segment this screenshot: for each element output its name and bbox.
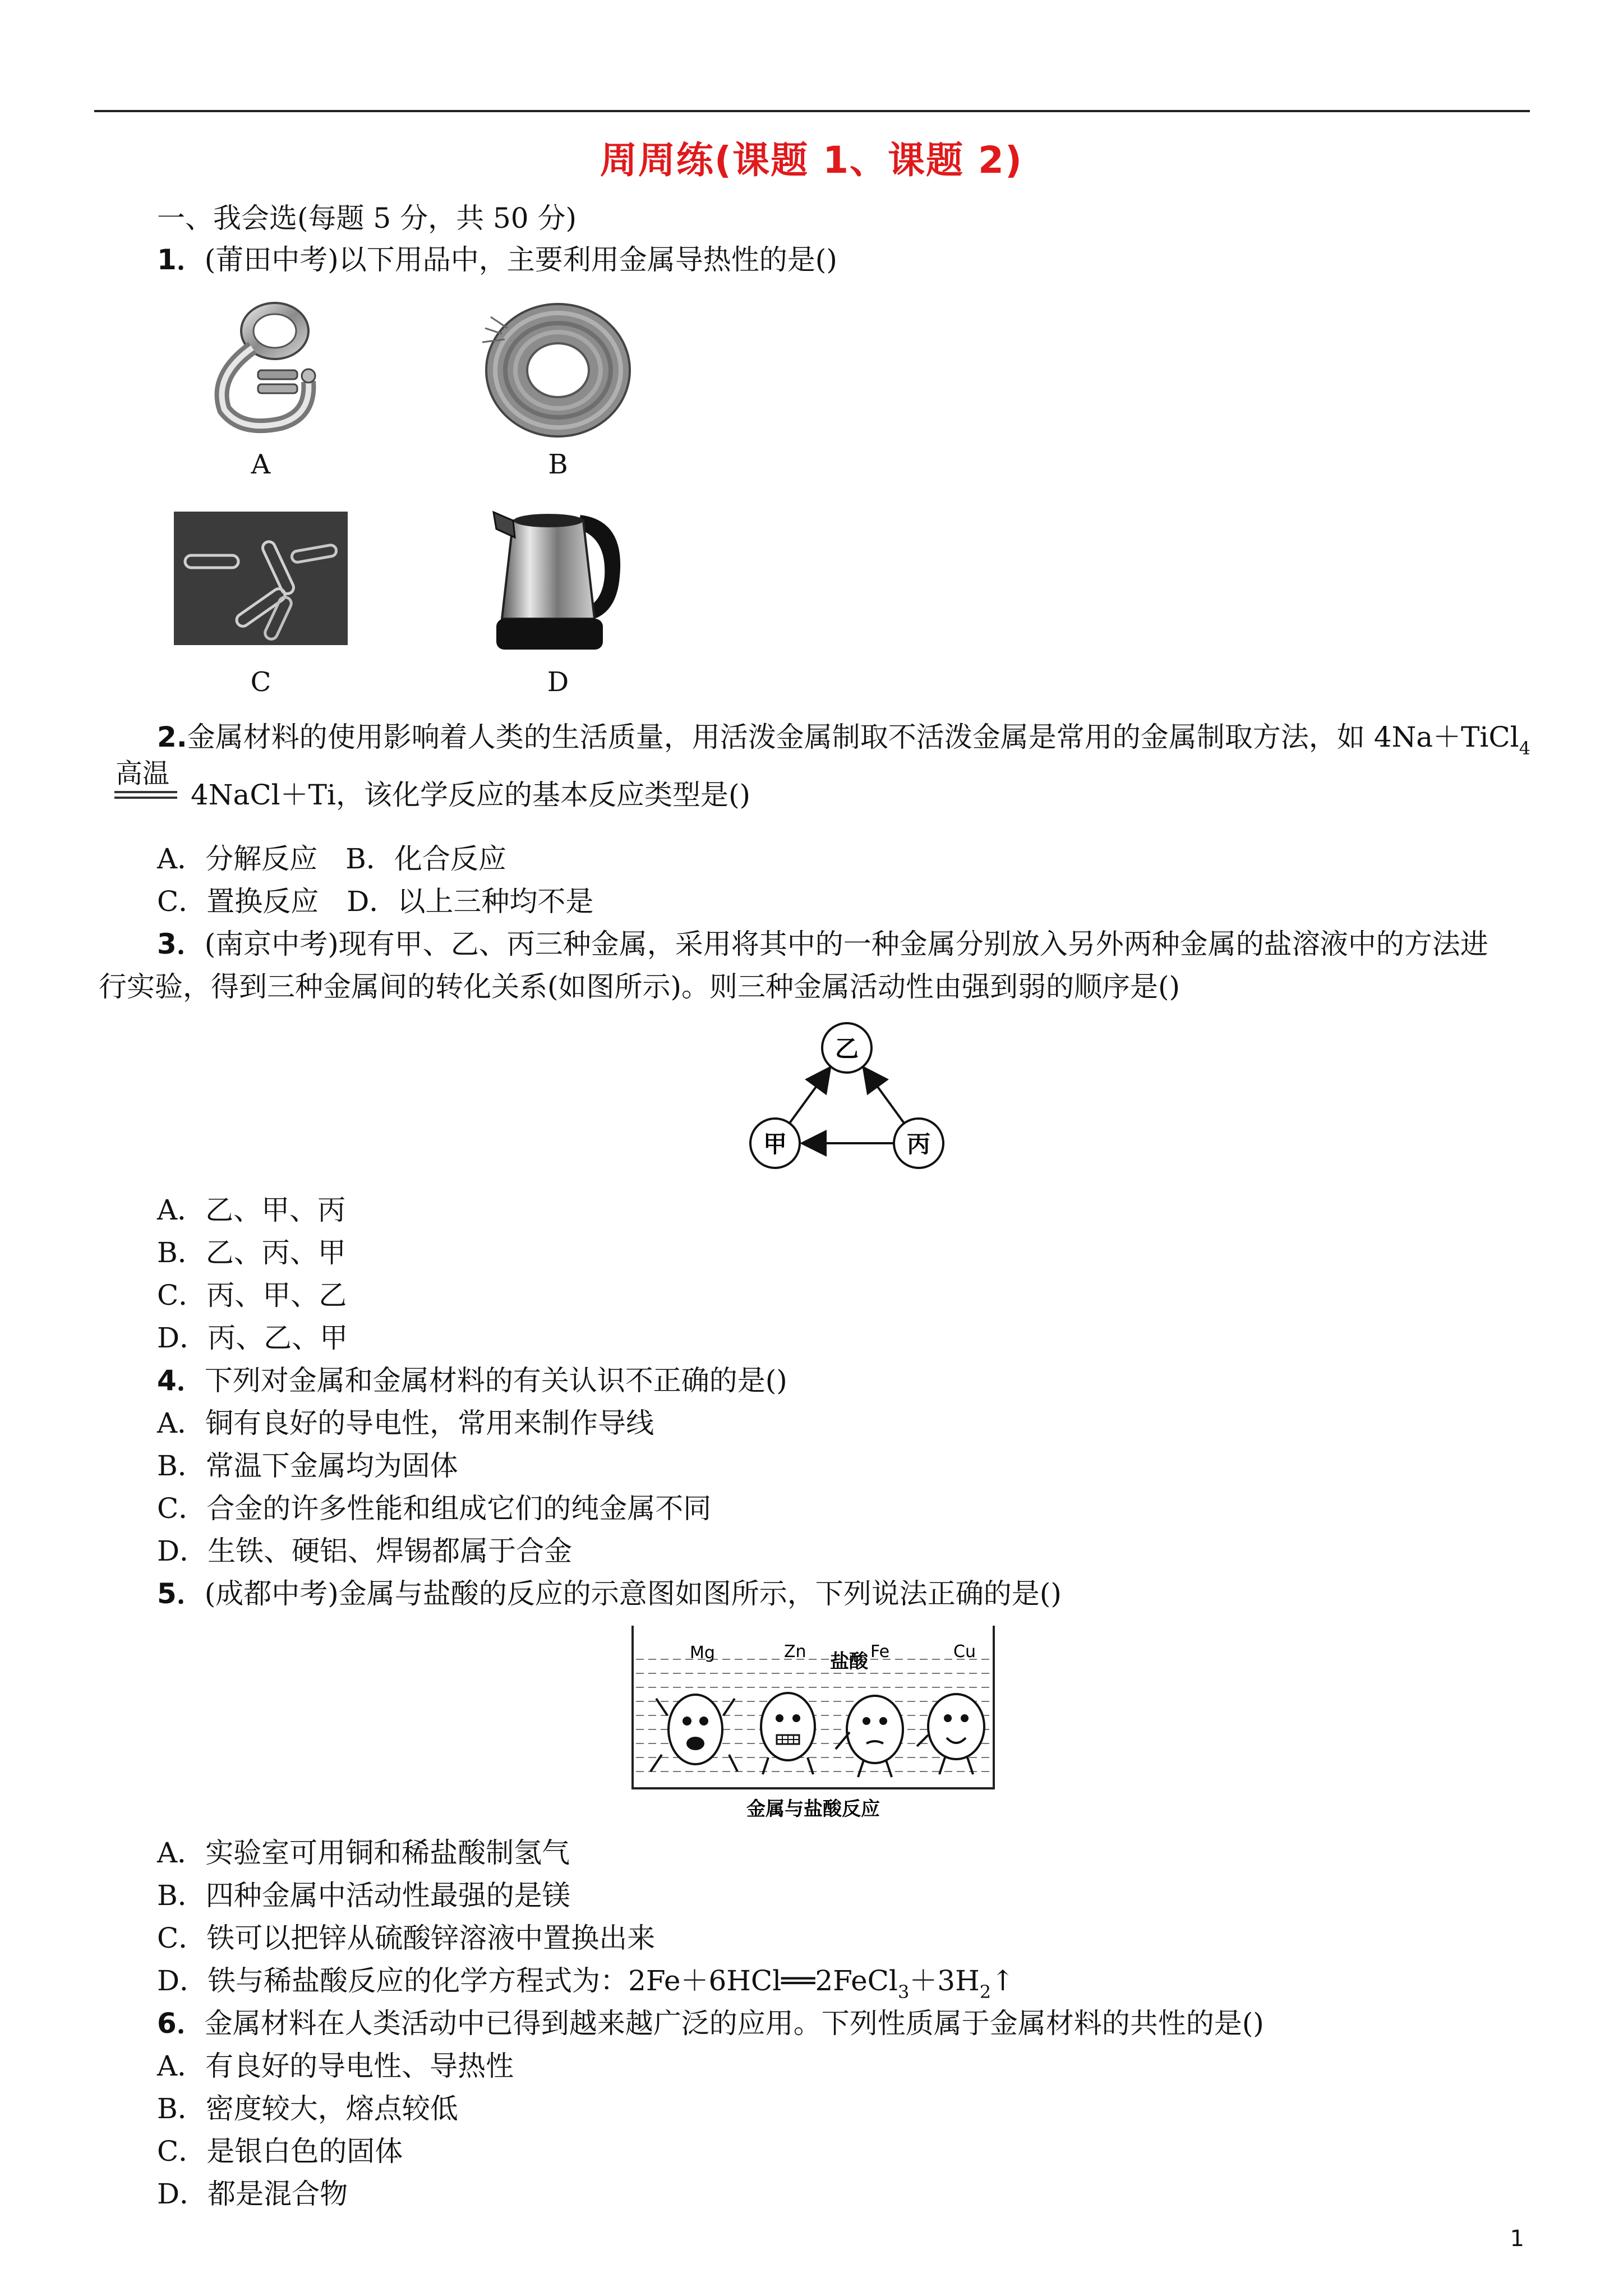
page-number: 1 <box>1510 2226 1524 2252</box>
paper-clips-icon <box>174 512 348 645</box>
option-line: A．实验室可用铜和稀盐酸制氢气 <box>157 1837 570 1869</box>
question-text: (成都中考)金属与盐酸的反应的示意图如图所示，下列说法正确的是() <box>204 1577 1062 1610</box>
question-number: 1． <box>157 243 205 276</box>
metal-conversion-diagram <box>746 1020 948 1178</box>
option-line: A．分解反应 B．化合反应 <box>157 843 506 875</box>
acid-label: 盐酸 <box>830 1650 868 1673</box>
tuba-icon <box>191 292 336 438</box>
question-2-continued: 4NaCl＋Ti，该化学反应的基本反应类型是() <box>191 779 750 811</box>
question-6 <box>157 2006 1264 2041</box>
question-1 <box>157 242 837 277</box>
equals-line-1 <box>114 791 177 793</box>
equals-line-2 <box>114 797 177 799</box>
subscript: 4 <box>1519 738 1531 759</box>
zn-character-icon <box>761 1693 815 1774</box>
mg-character-icon <box>651 1695 737 1772</box>
option-line: C．合金的许多性能和组成它们的纯金属不同 <box>157 1492 712 1525</box>
electric-kettle-icon <box>482 498 628 658</box>
option-line: B．乙、丙、甲 <box>157 1236 346 1269</box>
option-label-c: C <box>250 666 271 698</box>
option-label-b: B <box>548 449 568 480</box>
fe-character-icon <box>836 1696 903 1777</box>
reaction-condition <box>116 756 169 791</box>
question-2 <box>157 720 1530 766</box>
cu-character-icon <box>917 1694 984 1774</box>
option-label-a: A <box>251 449 271 480</box>
option-text: D．铁与稀盐酸反应的化学方程式为：2Fe＋6HCl══2FeCl <box>157 1964 898 1997</box>
question-text: (莆田中考)以下用品中，主要利用金属导热性的是() <box>204 243 837 276</box>
option-line: D．丙、乙、甲 <box>157 1322 348 1354</box>
question-3-continued: 行实验，得到三种金属间的转化关系(如图所示)。则三种金属活动性由强到弱的顺序是() <box>99 970 1181 1003</box>
option-line: A．有良好的导电性、导热性 <box>157 2050 514 2082</box>
question-number: 5． <box>157 1577 205 1610</box>
arrow-bing-to-yi <box>865 1069 904 1123</box>
question-text: (南京中考)现有甲、乙、丙三种金属，采用将其中的一种金属分别放入另外两种金属的盐溶液中的方法进 <box>204 928 1488 960</box>
metal-label: Fe <box>870 1642 890 1662</box>
gas-arrow-icon: ↑ <box>991 1964 1015 1997</box>
header-rule <box>94 110 1530 112</box>
option-line: C．是银白色的固体 <box>157 2135 403 2168</box>
metal-label: Zn <box>784 1642 806 1662</box>
node-label: 丙 <box>906 1130 931 1158</box>
metal-acid-reaction-figure <box>628 1620 998 1833</box>
question-3 <box>157 927 1488 961</box>
question-5 <box>157 1576 1062 1611</box>
option-line: C．丙、甲、乙 <box>157 1279 347 1312</box>
question-number: 2. <box>157 721 187 753</box>
option-line: B．常温下金属均为固体 <box>157 1450 458 1482</box>
metal-label: Mg <box>690 1643 715 1663</box>
node-label: 乙 <box>834 1035 859 1062</box>
option-line: B．四种金属中活动性最强的是镁 <box>157 1879 570 1912</box>
subscript: 3 <box>897 1981 910 2003</box>
section-heading: 一、我会选(每题 5 分，共 50 分) <box>157 202 577 234</box>
option-line: C．置换反应 D．以上三种均不是 <box>157 885 594 918</box>
arrow-jia-to-yi <box>790 1069 829 1123</box>
option-text: ＋3H <box>909 1964 980 1997</box>
option-line: D．都是混合物 <box>157 2178 348 2210</box>
condition-text: 高温 <box>116 758 170 789</box>
question-text: 金属材料在人类活动中已得到越来越广泛的应用。下列性质属于金属材料的共性的是() <box>204 2007 1264 2040</box>
question-4 <box>157 1363 787 1398</box>
option-line: C．铁可以把锌从硫酸锌溶液中置换出来 <box>157 1922 656 1954</box>
option-line: D．生铁、硬铝、焊锡都属于合金 <box>157 1535 573 1567</box>
option-label-d: D <box>547 666 569 698</box>
question-text: 下列对金属和金属材料的有关认识不正确的是() <box>204 1364 787 1397</box>
question-number: 4． <box>157 1364 205 1397</box>
question-number: 6． <box>157 2007 205 2040</box>
question-number: 3． <box>157 928 205 960</box>
subscript: 2 <box>979 1981 992 2003</box>
question-text: 金属材料的使用影响着人类的生活质量，用活泼金属制取不活泼金属是常用的金属制取方法，如 4Na＋TiCl <box>187 721 1519 753</box>
option-line: B．密度较大，熔点较低 <box>157 2092 458 2125</box>
option-line: A．乙、甲、丙 <box>157 1194 346 1226</box>
figure-caption: 金属与盐酸反应 <box>746 1798 880 1820</box>
option-line: A．铜有良好的导电性，常用来制作导线 <box>157 1407 654 1439</box>
option-line <box>157 1963 1015 2009</box>
metal-label: Cu <box>953 1642 976 1662</box>
wire-coil-icon <box>479 295 637 443</box>
node-label: 甲 <box>763 1130 787 1158</box>
page-title: 周周练(课题 1、课题 2) <box>600 139 1023 182</box>
